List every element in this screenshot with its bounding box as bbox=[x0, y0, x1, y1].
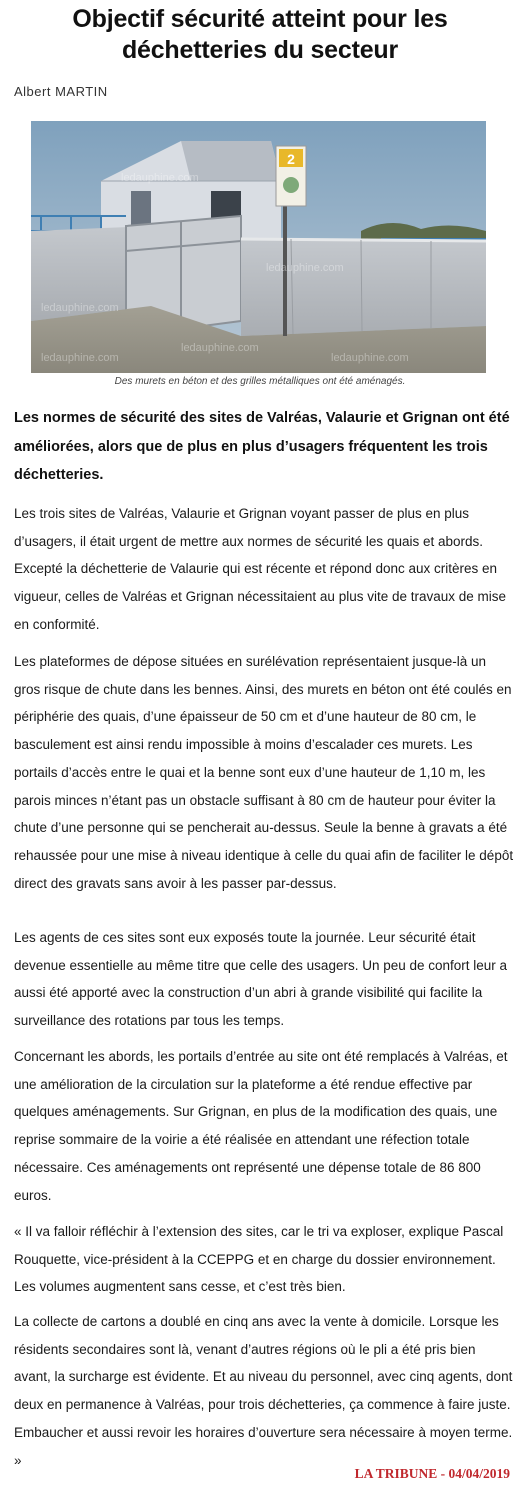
watermark-5: ledauphine.com bbox=[181, 342, 259, 354]
article-title: Objectif sécurité atteint pour les déchetteries du secteur bbox=[72, 5, 448, 64]
article-lead: Les normes de sécurité des sites de Valréas, Valaurie et Grignan ont été améliorées, alors que de plus en plus d’usagers fréquentent les trois déchetteries. bbox=[14, 410, 510, 483]
publication-date: 04/04/2019 bbox=[448, 1466, 510, 1481]
paragraph-6: La collecte de cartons a doublé en cinq ans avec la vente à domicile. Lorsque les résidents secondaires sont là, venant d’autres régions où le pli a été pris bien avant, la surcharge est évidente. Et au niveau du personnel, avec cinq agents, dont deux en permanence à Valréas, pour trois déchetteries, ça commence à faire juste. Embaucher et aussi revoir les horaires d’ouverture sera nécessaire à moyen terme. » bbox=[14, 1314, 513, 1468]
watermark-4: ledauphine.com bbox=[41, 352, 119, 364]
watermark-2: ledauphine.com bbox=[266, 262, 344, 274]
paragraph-1: Les trois sites de Valréas, Valaurie et Grignan voyant passer de plus en plus d’usagers, il était urgent de mettre aux normes de sécurité les quais et abords. Excepté la déchetterie de Valaurie qui est récente et répond donc aux critères en vigueur, celles de Valréas et Grignan nécessitaient au plus vite de travaux de mise en conformité. bbox=[14, 506, 507, 632]
watermark-1: ledauphine.com bbox=[121, 172, 199, 184]
article-photo bbox=[31, 121, 486, 373]
sign-number: 2 bbox=[287, 151, 295, 167]
photo-caption: Des murets en béton et des grilles métalliques ont été aménagés. bbox=[114, 376, 406, 387]
article-author: Albert MARTIN bbox=[14, 84, 108, 99]
watermark-6: ledauphine.com bbox=[331, 352, 409, 364]
paragraph-2: Les plateformes de dépose situées en surélévation représentaient jusque-là un gros risque de chute dans les bennes. Ainsi, des murets en béton ont été coulés en périphérie des quais, d’une épaisseur de 50 cm et d’une hauteur de 80 cm, le basculement est ainsi rendu impossible à moins d’escalader ces murets. Les portails d’accès entre le quai et la benne sont eux d’une hauteur de 1,10 m, les parois minces n’étant pas un obstacle suffisant à 80 cm de hauteur pour éviter la chute d’une personne qui se pencherait au-dessus. Seule la benne à gravats a été rehaussée pour une mise à niveau identique à celle du quai afin de faciliter le dépôt direct des gravats sans avoir à les passer par-dessus. bbox=[14, 654, 514, 891]
footer-separator: - bbox=[437, 1466, 449, 1481]
paragraph-4: Concernant les abords, les portails d’entrée au site ont été remplacés à Valréas, et une amélioration de la circulation sur la plateforme a été rendue effective par quelques aménagements. Sur Grignan, en plus de la modification des quais, une reprise sommaire de la voirie a été réalisée en attendant une réfection totale nécessaire. Ces aménagements ont représenté une dépense totale de 86 800 euros. bbox=[14, 1049, 508, 1203]
paragraph-3: Les agents de ces sites sont eux exposés toute la journée. Leur sécurité était devenue essentielle au même titre que celle des usagers. Un peu de confort leur a aussi été apporté avec la construction d’un abri à grande visibilité qui facilite la surveillance des rotations par tous les temps. bbox=[14, 930, 508, 1029]
watermark-3: ledauphine.com bbox=[41, 302, 119, 314]
publication-footer bbox=[355, 1466, 510, 1482]
photo-illustration bbox=[31, 121, 486, 373]
publication-name: LA TRIBUNE bbox=[354, 1466, 438, 1481]
concrete-wall bbox=[241, 239, 486, 336]
paragraph-5: « Il va falloir réfléchir à l’extension des sites, car le tri va exploser, explique Pascal Rouquette, vice-président à la CCEPPG et en charge du dossier environnement. Les volumes augmentent sans cesse, et c’est très bien. bbox=[14, 1224, 504, 1295]
